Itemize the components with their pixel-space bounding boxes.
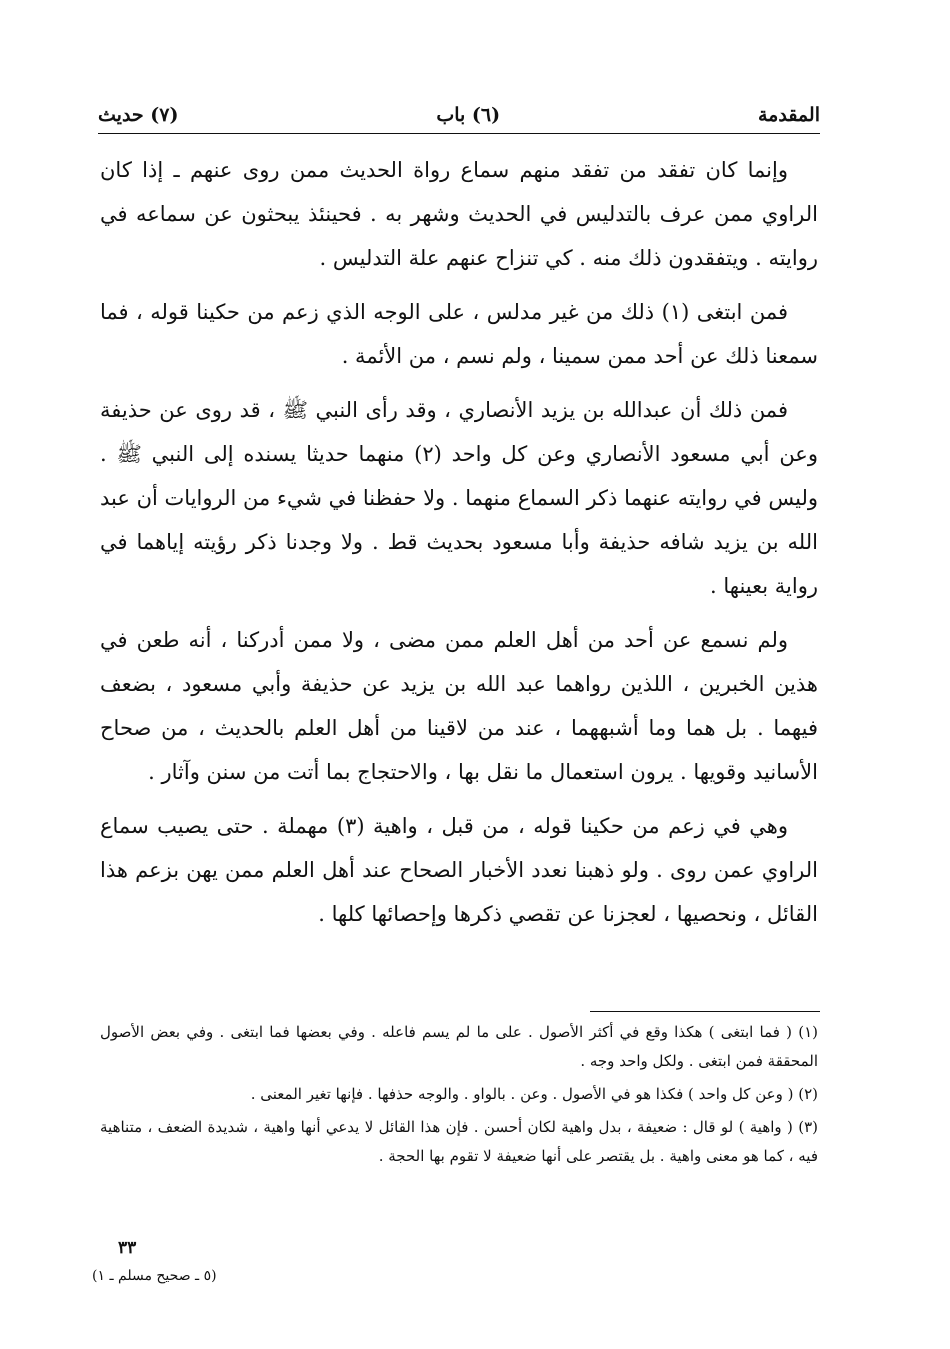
footnote: (١) ( فما ابتغى ) هكذا وقع في أكثر الأصول . على ما لم يسم فاعله . وفي بعضها فما ابتغى . وفي بعض الأصول المحققة فمن ابتغى . ولكل واحد وجه . <box>100 1023 818 1070</box>
paragraph: ولم نسمع عن أحد من أهل العلم ممن مضى ، ولا ممن أدركنا ، أنه طعن في هذين الخبرين ، اللذين رواهما عبد الله بن يزيد عن حذيفة وأبي مسعود ، بضعف فيهما . بل هما وما أشبههما ، عند من لاقينا من أهل العلم بالحديث ، من صحاح الأسانيد وقويها . يرون استعمال ما نقل بها ، والاحتجاج بما أتت من سنن وآثار . <box>100 628 818 784</box>
footnote: (٢) ( وعن كل واحد ) فكذا هو في الأصول . وعن . بالواو . والوجه حذفها . فإنها تغير المعنى . <box>250 1085 818 1103</box>
footnotes <box>100 1018 818 1175</box>
paragraph: وإنما كان تفقد من تفقد منهم سماع رواة الحديث ممن روى عنهم ـ إذا كان الراوي ممن عرف بالتدليس في الحديث وشهر به . فحينئذ يبحثون عن سماعه في روايته . ويتفقدون ذلك منه . كي تنزاح عنهم علة التدليس . <box>100 158 818 270</box>
header-rule <box>98 133 820 134</box>
printer-signature: (٥ ـ صحيح مسلم ـ ١) <box>92 1268 217 1284</box>
header-section-title: المقدمة <box>757 104 820 126</box>
running-header <box>98 98 820 132</box>
header-chapter: (٦) باب <box>436 104 501 126</box>
paragraph: فمن ابتغى (١) ذلك من غير مدلس ، على الوجه الذي زعم من حكينا قوله ، فما سمعنا ذلك عن أحد ممن سمينا ، ولم نسم ، من الأئمة . <box>100 300 818 368</box>
footnote: (٣) ( واهية ) لو قال : ضعيفة ، بدل واهية لكان أحسن . فإن هذا القائل لا يدعي أنها واهية ، شديدة الضعف ، متناهية فيه ، كما هو معنى واهية . بل يقتصر على أنها ضعيفة لا تقوم بها الحجة . <box>100 1118 818 1165</box>
footnote-rule <box>590 1011 820 1012</box>
paragraph: وهي في زعم من حكينا قوله ، من قبل ، واهية (٣) مهملة . حتى يصيب سماع الراوي عمن روى . ولو ذهبنا نعدد الأخبار الصحاح عند أهل العلم ممن يهن بزعم هذا القائل ، ونحصيها ، لعجزنا عن تقصي ذكرها وإحصائها كلها . <box>100 814 818 926</box>
paragraph: فمن ذلك أن عبدالله بن يزيد الأنصاري ، وقد رأى النبي ﷺ ، قد روى عن حذيفة وعن أبي مسعود الأنصاري وعن كل واحد (٢) منهما حديثا يسنده إلى النبي ﷺ . وليس في روايته عنهما ذكر السماع منهما . ولا حفظنا في شيء من الروايات أن عبد الله بن يزيد شافه حذيفة وأبا مسعود بحديث قط . ولا وجدنا ذكر رؤيته إياهما في رواية بعينها . <box>100 398 818 598</box>
page-number: ٣٣ <box>118 1238 137 1258</box>
main-text <box>100 148 818 946</box>
header-hadith: (٧) حديث <box>98 104 179 126</box>
